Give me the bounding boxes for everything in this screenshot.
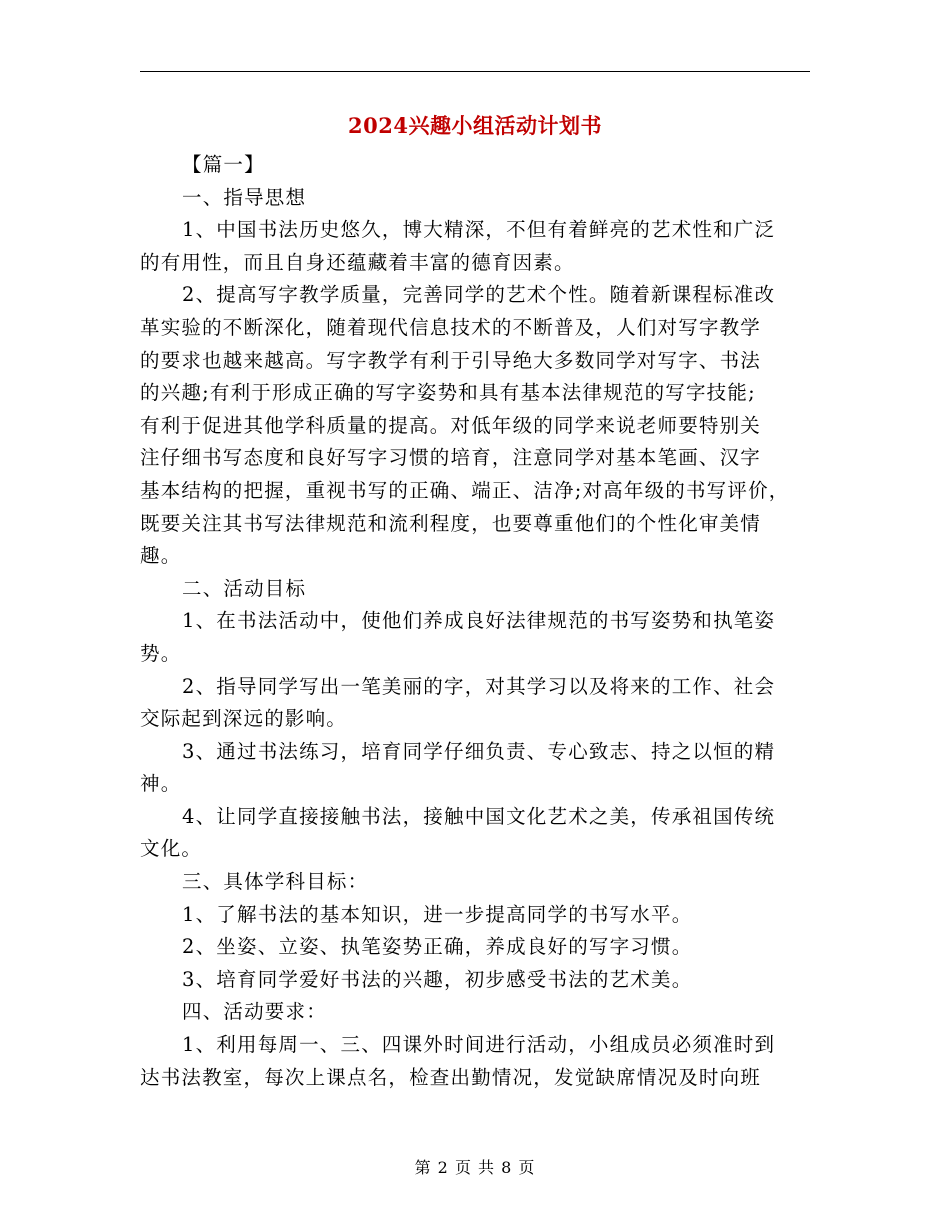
header-rule — [140, 71, 810, 72]
text-line: 1、在书法活动中，使他们养成良好法律规范的书写姿势和执笔姿 — [182, 609, 776, 633]
text-line: 2、提高写字教学质量，完善同学的艺术个性。随着新课程标准改 — [182, 283, 776, 307]
text-line: 1、中国书法历史悠久，博大精深，不但有着鲜亮的艺术性和广泛 — [182, 218, 776, 242]
text-line: 既要关注其书写法律规范和流利程度，也要尊重他们的个性化审美情 — [140, 511, 762, 535]
text-line: 趣。 — [140, 544, 182, 568]
text-line: 革实验的不断深化，随着现代信息技术的不断普及，人们对写字教学 — [140, 315, 762, 339]
text-line: 1、了解书法的基本知识，进一步提高同学的书写水平。 — [182, 902, 693, 926]
text-line: 的要求也越来越高。写字教学有利于引导绝大多数同学对写字、书法 — [140, 348, 762, 372]
text-line: 基本结构的把握，重视书写的正确、端正、洁净;对高年级的书写评价， — [140, 478, 790, 502]
document-title: 2024兴趣小组活动计划书 — [348, 113, 602, 138]
text-line: 2、坐姿、立姿、执笔姿势正确，养成良好的写字习惯。 — [182, 935, 693, 959]
text-line: 交际起到深远的影响。 — [140, 707, 348, 731]
text-line: 3、通过书法练习，培育同学仔细负责、专心致志、持之以恒的精 — [182, 739, 776, 763]
text-line: 4、让同学直接接触书法，接触中国文化艺术之美，传承祖国传统 — [182, 804, 776, 828]
text-line: 2、指导同学写出一笔美丽的字，对其学习以及将来的工作、社会 — [182, 674, 776, 698]
text-line: 文化。 — [140, 837, 203, 861]
text-line: 1、利用每周一、三、四课外时间进行活动，小组成员必须准时到 — [182, 1033, 776, 1057]
text-line: 3、培育同学爱好书法的兴趣，初步感受书法的艺术美。 — [182, 967, 693, 991]
text-line: 的兴趣;有利于形成正确的写字姿势和具有基本法律规范的写字技能; — [140, 381, 756, 405]
text-line: 势。 — [140, 641, 182, 665]
text-line: 神。 — [140, 772, 182, 796]
text-line: 的有用性，而且自身还蕴藏着丰富的德育因素。 — [140, 250, 575, 274]
text-line: 三、具体学科目标： — [182, 870, 369, 894]
text-line: 有利于促进其他学科质量的提高。对低年级的同学来说老师要特别关 — [140, 413, 762, 437]
text-line: 达书法教室，每次上课点名，检查出勤情况，发觉缺席情况及时向班 — [140, 1065, 762, 1089]
text-line: 【篇一】 — [182, 153, 265, 176]
text-line: 注仔细书写态度和良好写字习惯的培育，注意同学对基本笔画、汉字 — [140, 446, 762, 470]
text-line: 一、指导思想 — [182, 185, 307, 209]
document-body — [140, 149, 810, 1094]
text-line: 四、活动要求： — [182, 1000, 327, 1024]
text-line: 二、活动目标 — [182, 576, 307, 600]
page-number: 第 2 页 共 8 页 — [414, 1158, 536, 1177]
